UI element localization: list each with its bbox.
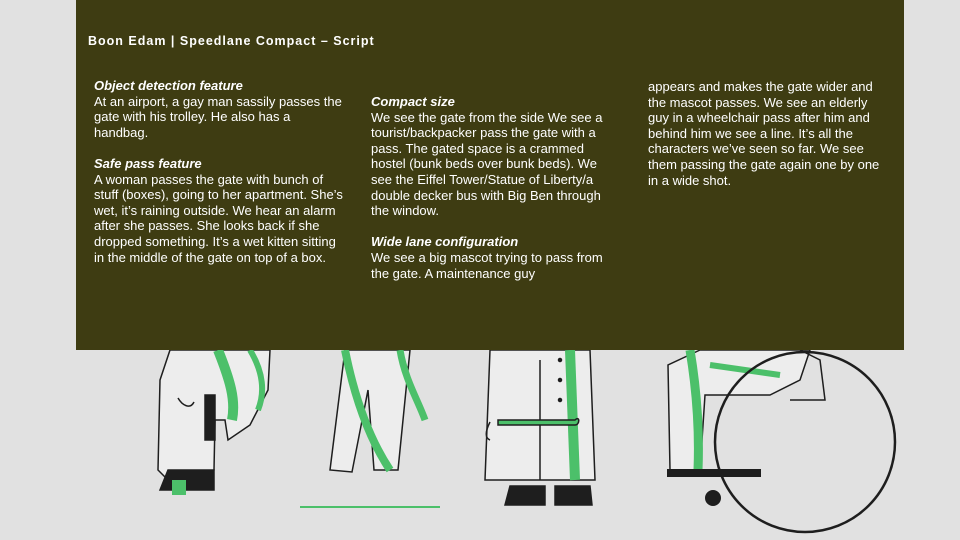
section-heading: Safe pass feature bbox=[94, 155, 202, 171]
section-body: We see the gate from the side We see a tourist/backpacker pass the gate with a pass. The gated space is a crammed hostel (bunk beds over bunk beds). We see the Eiffel Tower/Statue of Liberty/a double decker bus with Big Ben through the window. bbox=[371, 109, 603, 219]
character-figure-icon bbox=[300, 350, 440, 507]
script-column-3 bbox=[648, 79, 888, 188]
section-heading: Object detection feature bbox=[94, 78, 243, 93]
section-body: At an airport, a gay man sassily passes the gate with his trolley. He also has a handbag. bbox=[94, 93, 342, 140]
script-panel bbox=[76, 0, 904, 350]
document-title: Boon Edam | Speedlane Compact – Script bbox=[88, 34, 375, 48]
wheelchair-icon bbox=[668, 350, 895, 532]
section-heading: Wide lane configuration bbox=[371, 234, 519, 250]
character-figure-icon bbox=[485, 350, 595, 505]
script-column-1 bbox=[94, 78, 344, 281]
section-body: We see a big mascot trying to pass from the gate. A maintenance guy bbox=[371, 249, 603, 281]
section-body-continuation: appears and makes the gate wider and the mascot passes. We see an elderly guy in a wheelchair pass after him and behind him we see a line. It’s all the characters we’ve seen so far. We see them passing the gate again one by one in a wide shot. bbox=[648, 79, 880, 188]
character-figure-icon bbox=[158, 350, 270, 495]
script-column-2 bbox=[371, 94, 611, 297]
section-body: A woman passes the gate with bunch of stuff (boxes), going to her apartment. She’s wet, it’s raining outside. We hear an alarm after she passes. She looks back if she dropped something. It’s a wet kitten sitting in the middle of the gate on top of a box. bbox=[94, 171, 343, 265]
section-heading: Compact size bbox=[371, 94, 455, 109]
